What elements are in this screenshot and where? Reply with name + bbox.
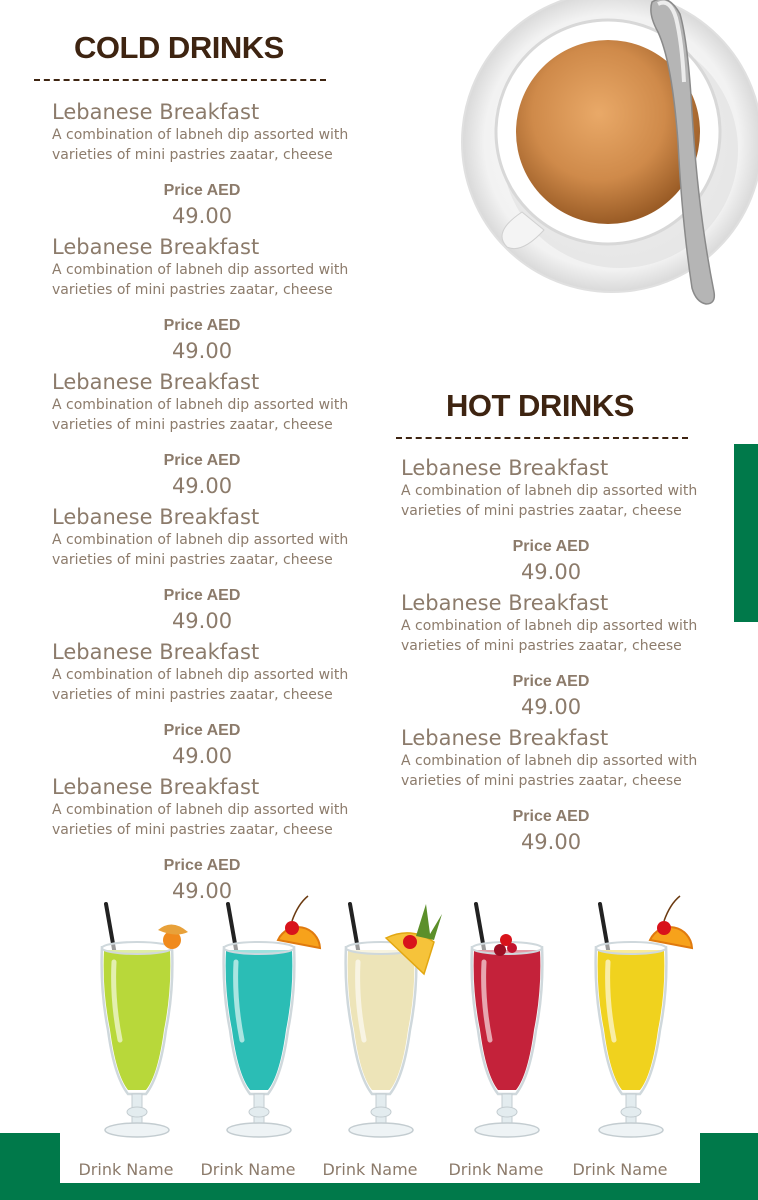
menu-item-price-label: Price AED xyxy=(163,857,241,874)
menu-item-price: 49.00 xyxy=(171,609,233,633)
menu-item xyxy=(52,100,372,229)
menu-item-price-label: Price AED xyxy=(512,538,590,555)
menu-item-description: A combination of labneh dip assorted with varieties of mini pastries zaatar, cheese xyxy=(52,397,349,433)
menu-item xyxy=(401,591,721,720)
menu-item xyxy=(52,235,372,364)
menu-item-description: A combination of labneh dip assorted with varieties of mini pastries zaatar, cheese xyxy=(52,127,349,163)
menu-item-name: Lebanese Breakfast xyxy=(401,726,609,750)
menu-item-price: 49.00 xyxy=(171,879,233,903)
menu-item-price-label: Price AED xyxy=(512,808,590,825)
hot-drinks-divider xyxy=(396,437,688,439)
menu-item-name: Lebanese Breakfast xyxy=(52,640,260,664)
menu-item-price: 49.00 xyxy=(520,560,582,584)
drink-name-label: Drink Name xyxy=(448,1160,544,1179)
cold-drinks-title: COLD DRINKS xyxy=(74,30,284,65)
menu-item-name: Lebanese Breakfast xyxy=(401,591,609,615)
menu-item-price: 49.00 xyxy=(520,695,582,719)
cocktail-glass-image xyxy=(442,890,572,1150)
side-green-bar xyxy=(734,444,758,622)
menu-item-description: A combination of labneh dip assorted with varieties of mini pastries zaatar, cheese xyxy=(401,483,698,519)
menu-item-price: 49.00 xyxy=(171,744,233,768)
menu-item-name: Lebanese Breakfast xyxy=(52,775,260,799)
menu-item xyxy=(52,370,372,499)
footer-bar-bottom xyxy=(0,1183,758,1200)
menu-item-description: A combination of labneh dip assorted with varieties of mini pastries zaatar, cheese xyxy=(52,262,349,298)
menu-item-description: A combination of labneh dip assorted with varieties of mini pastries zaatar, cheese xyxy=(401,618,698,654)
menu-item-price: 49.00 xyxy=(171,339,233,363)
menu-item-name: Lebanese Breakfast xyxy=(401,456,609,480)
cold-drinks-divider xyxy=(34,79,326,81)
menu-item xyxy=(401,456,721,585)
menu-item-description: A combination of labneh dip assorted with varieties of mini pastries zaatar, cheese xyxy=(52,802,349,838)
cocktail-glass-image xyxy=(566,890,696,1150)
menu-item-price: 49.00 xyxy=(171,204,233,228)
menu-item-price: 49.00 xyxy=(171,474,233,498)
menu-item-name: Lebanese Breakfast xyxy=(52,505,260,529)
menu-item-description: A combination of labneh dip assorted with varieties of mini pastries zaatar, cheese xyxy=(52,667,349,703)
menu-item xyxy=(401,726,721,855)
cocktail-glass-image xyxy=(316,890,446,1150)
drink-name-label: Drink Name xyxy=(572,1160,668,1179)
drink-name-label: Drink Name xyxy=(78,1160,174,1179)
menu-item-name: Lebanese Breakfast xyxy=(52,100,260,124)
menu-item xyxy=(52,505,372,634)
menu-item-price-label: Price AED xyxy=(163,587,241,604)
menu-item-price-label: Price AED xyxy=(163,452,241,469)
drink-name-label: Drink Name xyxy=(322,1160,418,1179)
menu-item-price-label: Price AED xyxy=(163,722,241,739)
hot-drinks-title: HOT DRINKS xyxy=(446,388,634,423)
drink-name-label: Drink Name xyxy=(200,1160,296,1179)
menu-item-name: Lebanese Breakfast xyxy=(52,370,260,394)
coffee-cup-image xyxy=(452,0,758,312)
menu-item-price-label: Price AED xyxy=(163,317,241,334)
menu-item-description: A combination of labneh dip assorted with varieties of mini pastries zaatar, cheese xyxy=(401,753,698,789)
menu-item-price: 49.00 xyxy=(520,830,582,854)
cocktail-glass-image xyxy=(72,890,202,1150)
menu-item-price-label: Price AED xyxy=(512,673,590,690)
menu-item-price-label: Price AED xyxy=(163,182,241,199)
cocktail-glass-image xyxy=(194,890,324,1150)
menu-item xyxy=(52,775,372,904)
menu-item-name: Lebanese Breakfast xyxy=(52,235,260,259)
menu-item xyxy=(52,640,372,769)
menu-item-description: A combination of labneh dip assorted with varieties of mini pastries zaatar, cheese xyxy=(52,532,349,568)
